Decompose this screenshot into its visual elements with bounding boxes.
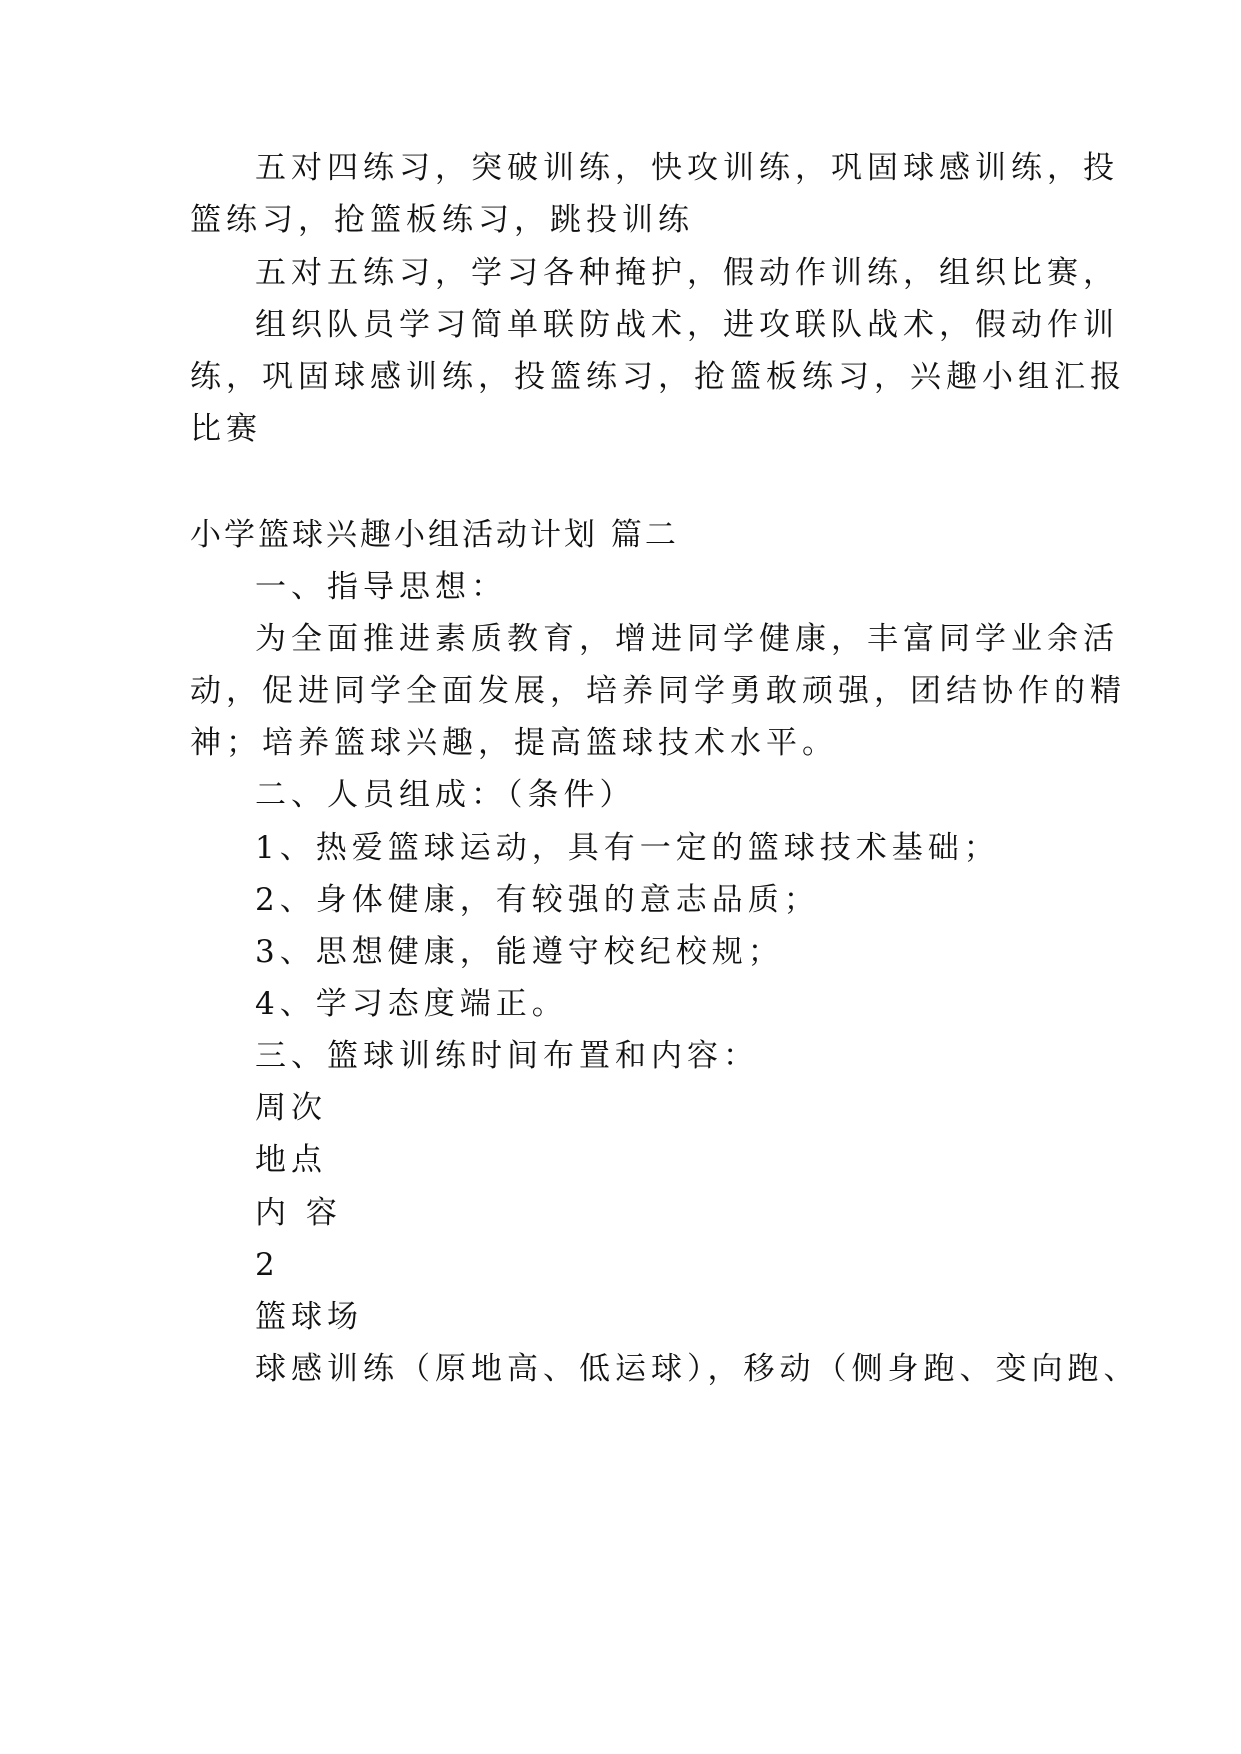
paragraph-1-line-2: 篮练习，抢篮板练习，跳投训练 xyxy=(190,202,694,238)
paragraph-2-line-1: 五对五练习，学习各种掩护，假动作训练，组织比赛， xyxy=(255,255,1119,291)
paragraph-1-line-1: 五对四练习，突破训练，快攻训练，巩固球感训练，投 xyxy=(255,150,1119,186)
members-item: 1、热爱篮球运动，具有一定的篮球技术基础； xyxy=(255,830,1000,866)
members-item: 4、学习态度端正。 xyxy=(255,986,568,1022)
schedule-cell: 球感训练（原地高、低运球），移动（侧身跑、变向跑、 xyxy=(255,1351,1140,1387)
paragraph-3-line-1: 组织队员学习简单联防战术，进攻联队战术，假动作训 xyxy=(255,307,1119,343)
members-heading: 二、人员组成：（条件） xyxy=(255,777,636,813)
guiding-heading: 一、指导思想： xyxy=(255,569,507,605)
schedule-cell: 2 xyxy=(255,1247,280,1283)
section-title: 小学篮球兴趣小组活动计划 篇二 xyxy=(190,517,679,553)
members-item: 3、思想健康，能遵守校纪校规； xyxy=(255,934,784,970)
paragraph-3-line-2: 练，巩固球感训练，投篮练习，抢篮板练习，兴趣小组汇报 xyxy=(190,359,1126,395)
paragraph-3-line-3: 比赛 xyxy=(190,411,262,447)
guiding-text-line-1: 为全面推进素质教育，增进同学健康，丰富同学业余活 xyxy=(255,621,1119,657)
schedule-cell: 篮球场 xyxy=(255,1299,363,1335)
guiding-text-line-3: 神；培养篮球兴趣，提高篮球技术水平。 xyxy=(190,725,838,761)
schedule-cell: 地点 xyxy=(255,1142,327,1178)
members-item: 2、身体健康，有较强的意志品质； xyxy=(255,882,820,918)
schedule-heading: 三、篮球训练时间布置和内容： xyxy=(255,1038,759,1074)
schedule-cell: 周次 xyxy=(255,1090,327,1126)
schedule-cell: 内 容 xyxy=(255,1195,342,1231)
guiding-text-line-2: 动，促进同学全面发展，培养同学勇敢顽强，团结协作的精 xyxy=(190,673,1126,709)
